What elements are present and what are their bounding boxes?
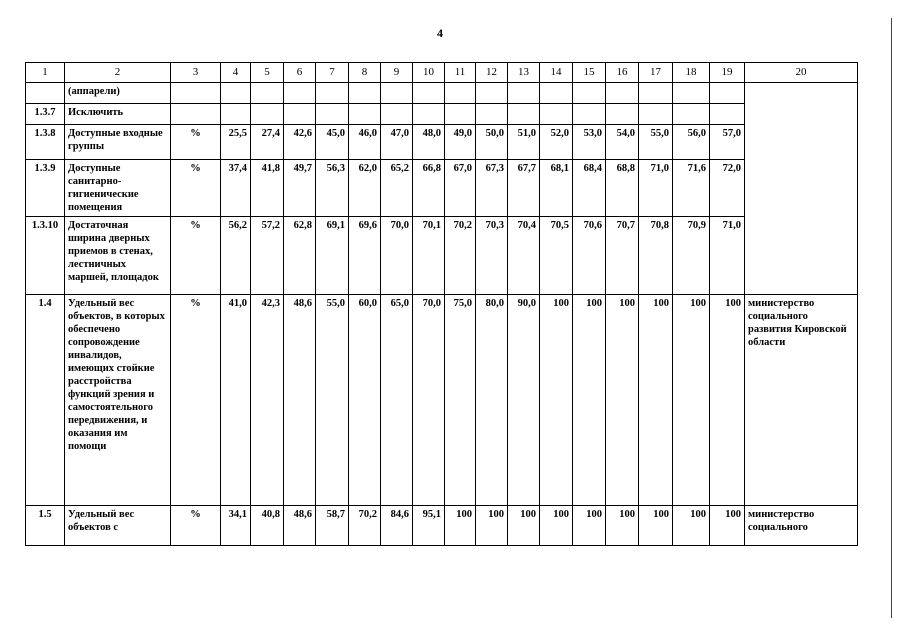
value-cell [606,83,639,104]
value-cell: 84,6 [381,506,413,546]
value-cell [316,104,349,125]
value-cell: 62,8 [284,217,316,295]
column-header: 19 [710,63,745,83]
value-cell: 27,4 [251,125,284,160]
row-name [65,295,171,506]
row-name [65,104,171,125]
value-cell [673,83,710,104]
value-cell: 68,1 [540,160,573,217]
value-cell: 42,6 [284,125,316,160]
value-cell: 69,1 [316,217,349,295]
value-cell: 60,0 [349,295,381,506]
value-cell: 70,7 [606,217,639,295]
row-name-text: Доступные входные группы [68,128,163,152]
value-cell: 65,0 [381,295,413,506]
value-cell: 71,6 [673,160,710,217]
value-cell: 49,7 [284,160,316,217]
row-name [65,217,171,295]
value-cell [413,104,445,125]
value-cell [508,104,540,125]
column-header: 16 [606,63,639,83]
column-header: 20 [745,63,858,83]
value-cell: 40,8 [251,506,284,546]
value-cell [221,104,251,125]
value-cell: 48,6 [284,506,316,546]
value-cell: 100 [710,295,745,506]
column-header: 14 [540,63,573,83]
value-cell: 71,0 [639,160,673,217]
value-cell: 95,1 [413,506,445,546]
row-unit: % [171,217,221,295]
value-cell: 68,8 [606,160,639,217]
column-header: 9 [381,63,413,83]
value-cell: 80,0 [476,295,508,506]
column-header: 15 [573,63,606,83]
value-cell: 62,0 [349,160,381,217]
table-header-row [26,63,858,83]
value-cell: 100 [639,295,673,506]
row-name [65,160,171,217]
value-cell: 55,0 [316,295,349,506]
value-cell [710,83,745,104]
value-cell [573,104,606,125]
row-code: 1.3.7 [26,104,65,125]
column-header: 10 [413,63,445,83]
value-cell [540,83,573,104]
row-name [65,83,171,104]
value-cell: 75,0 [445,295,476,506]
value-cell: 47,0 [381,125,413,160]
column-header: 6 [284,63,316,83]
value-cell: 100 [476,506,508,546]
value-cell [476,83,508,104]
value-cell: 52,0 [540,125,573,160]
page-number: 4 [437,26,443,40]
value-cell [673,104,710,125]
table-row [26,295,858,506]
value-cell: 57,0 [710,125,745,160]
value-cell: 70,4 [508,217,540,295]
row-code: 1.4 [26,295,65,506]
value-cell: 70,5 [540,217,573,295]
responsible-cell: министерство социального [745,506,858,546]
value-cell: 67,3 [476,160,508,217]
table-row [26,506,858,546]
value-cell: 48,6 [284,295,316,506]
column-header: 11 [445,63,476,83]
column-header: 18 [673,63,710,83]
value-cell: 41,8 [251,160,284,217]
row-name-text: (аппарели) [68,86,120,97]
value-cell: 100 [606,295,639,506]
value-cell: 56,3 [316,160,349,217]
row-name-text: Исключить [68,107,124,118]
value-cell [381,83,413,104]
value-cell: 34,1 [221,506,251,546]
value-cell: 100 [673,295,710,506]
value-cell [445,83,476,104]
row-name-text: Удельный вес объектов, в которых обеспечено сопровождение инвалидов, имеющих стойкие расстройства функций зрения и самостоятельного передвижения, и оказания им помощи [68,298,165,452]
row-code: 1.3.10 [26,217,65,295]
value-cell: 70,2 [445,217,476,295]
value-cell [284,83,316,104]
value-cell: 55,0 [639,125,673,160]
value-cell [639,83,673,104]
value-cell: 100 [445,506,476,546]
row-code: 1.3.8 [26,125,65,160]
value-cell [413,83,445,104]
value-cell [284,104,316,125]
value-cell: 67,0 [445,160,476,217]
table-row [26,125,858,160]
value-cell: 37,4 [221,160,251,217]
value-cell: 45,0 [316,125,349,160]
value-cell: 49,0 [445,125,476,160]
column-header: 8 [349,63,381,83]
row-unit: % [171,506,221,546]
row-name-text: Доступные санитарно-гигиенические помещения [68,163,139,213]
value-cell [349,104,381,125]
value-cell: 72,0 [710,160,745,217]
value-cell [251,83,284,104]
value-cell: 58,7 [316,506,349,546]
value-cell: 70,8 [639,217,673,295]
responsible-cell [745,83,858,295]
value-cell [349,83,381,104]
value-cell: 100 [540,295,573,506]
row-unit [171,83,221,104]
value-cell: 66,8 [413,160,445,217]
value-cell [316,83,349,104]
value-cell: 25,5 [221,125,251,160]
value-cell: 42,3 [251,295,284,506]
value-cell: 100 [540,506,573,546]
value-cell [710,104,745,125]
row-name-text: Достаточная ширина дверных приемов в стенах, лестничных маршей, площадок [68,220,159,283]
value-cell [508,83,540,104]
row-name [65,125,171,160]
column-header: 1 [26,63,65,83]
value-cell [445,104,476,125]
value-cell: 51,0 [508,125,540,160]
value-cell: 65,2 [381,160,413,217]
value-cell: 90,0 [508,295,540,506]
column-header: 7 [316,63,349,83]
table-row [26,104,858,125]
table-row [26,83,858,104]
value-cell [639,104,673,125]
value-cell [476,104,508,125]
row-code [26,83,65,104]
value-cell: 100 [573,506,606,546]
row-name-text: Удельный вес объектов с [68,509,135,533]
column-header: 5 [251,63,284,83]
value-cell [573,83,606,104]
value-cell [540,104,573,125]
responsible-cell: министерство социального развития Кировской области [745,295,858,506]
value-cell: 53,0 [573,125,606,160]
value-cell: 70,1 [413,217,445,295]
column-header: 4 [221,63,251,83]
value-cell: 70,9 [673,217,710,295]
value-cell: 70,0 [381,217,413,295]
row-unit: % [171,295,221,506]
value-cell: 100 [639,506,673,546]
value-cell: 100 [673,506,710,546]
column-header: 2 [65,63,171,83]
row-code: 1.5 [26,506,65,546]
value-cell: 71,0 [710,217,745,295]
value-cell [221,83,251,104]
column-header: 3 [171,63,221,83]
value-cell: 46,0 [349,125,381,160]
value-cell: 70,3 [476,217,508,295]
row-unit: % [171,160,221,217]
value-cell: 69,6 [349,217,381,295]
value-cell: 50,0 [476,125,508,160]
column-header: 17 [639,63,673,83]
value-cell [381,104,413,125]
value-cell: 48,0 [413,125,445,160]
value-cell: 100 [710,506,745,546]
value-cell: 56,2 [221,217,251,295]
row-name [65,506,171,546]
value-cell: 70,2 [349,506,381,546]
table-row [26,160,858,217]
value-cell: 57,2 [251,217,284,295]
value-cell: 68,4 [573,160,606,217]
value-cell [606,104,639,125]
value-cell: 100 [508,506,540,546]
value-cell: 100 [606,506,639,546]
value-cell: 67,7 [508,160,540,217]
value-cell: 56,0 [673,125,710,160]
value-cell: 41,0 [221,295,251,506]
table-row [26,217,858,295]
column-header: 13 [508,63,540,83]
row-code: 1.3.9 [26,160,65,217]
value-cell [251,104,284,125]
value-cell: 54,0 [606,125,639,160]
value-cell: 70,6 [573,217,606,295]
value-cell: 100 [573,295,606,506]
row-unit [171,104,221,125]
indicators-table [25,62,858,546]
page-edge-line [891,18,892,618]
value-cell: 70,0 [413,295,445,506]
row-unit: % [171,125,221,160]
column-header: 12 [476,63,508,83]
